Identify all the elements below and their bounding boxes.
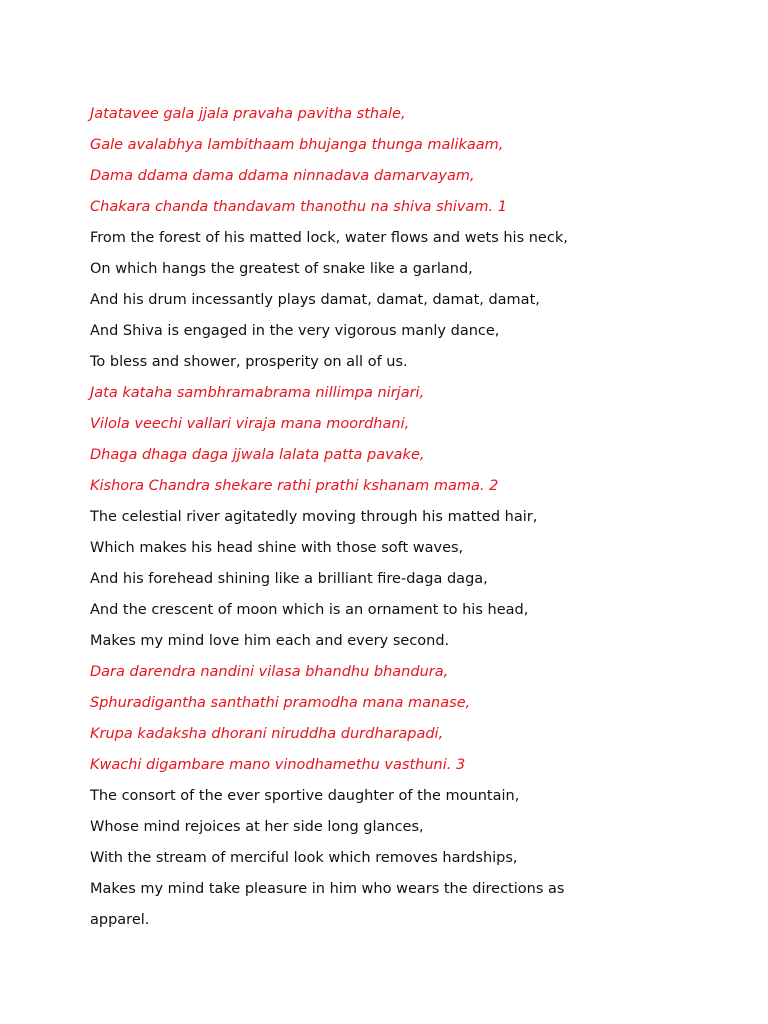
sanskrit-verse-line: Jata kataha sambhramabrama nillimpa nirjari,: [90, 385, 425, 401]
english-translation-line: Makes my mind take pleasure in him who wears the directions as: [90, 881, 565, 897]
english-translation-line: And his drum incessantly plays damat, damat, damat, damat,: [90, 292, 540, 308]
english-translation-line: And Shiva is engaged in the very vigorous manly dance,: [90, 323, 500, 339]
english-translation-line: From the forest of his matted lock, water flows and wets his neck,: [90, 230, 568, 246]
sanskrit-verse-line: Dama ddama dama ddama ninnadava damarvayam,: [90, 168, 475, 184]
english-translation-line: The celestial river agitatedly moving through his matted hair,: [90, 509, 538, 525]
sanskrit-verse-line: Jatatavee gala jjala pravaha pavitha sthale,: [90, 106, 406, 122]
sanskrit-verse-line: Gale avalabhya lambithaam bhujanga thunga malikaam,: [90, 137, 504, 153]
sanskrit-verse-line: Kishora Chandra shekare rathi prathi kshanam mama. 2: [90, 478, 499, 494]
sanskrit-verse-line: Krupa kadaksha dhorani niruddha durdharapadi,: [90, 726, 444, 742]
english-translation-line: On which hangs the greatest of snake like a garland,: [90, 261, 473, 277]
document-body: [90, 99, 750, 936]
english-translation-line: To bless and shower, prosperity on all of us.: [90, 354, 408, 370]
english-translation-line: And the crescent of moon which is an ornament to his head,: [90, 602, 529, 618]
sanskrit-verse-line: Dhaga dhaga daga jjwala lalata patta pavake,: [90, 447, 425, 463]
sanskrit-verse-line: Dara darendra nandini vilasa bhandhu bhandura,: [90, 664, 449, 680]
sanskrit-verse-line: Chakara chanda thandavam thanothu na shiva shivam. 1: [90, 199, 507, 215]
sanskrit-verse-line: Sphuradigantha santhathi pramodha mana manase,: [90, 695, 471, 711]
sanskrit-verse-line: Kwachi digambare mano vinodhamethu vasthuni. 3: [90, 757, 466, 773]
english-translation-line: And his forehead shining like a brilliant fire-daga daga,: [90, 571, 488, 587]
english-translation-line: Whose mind rejoices at her side long glances,: [90, 819, 424, 835]
english-translation-line: With the stream of merciful look which removes hardships,: [90, 850, 518, 866]
english-translation-line: Which makes his head shine with those soft waves,: [90, 540, 464, 556]
english-translation-line: apparel.: [90, 912, 150, 928]
english-translation-line: The consort of the ever sportive daughter of the mountain,: [90, 788, 520, 804]
sanskrit-verse-line: Vilola veechi vallari viraja mana moordhani,: [90, 416, 410, 432]
english-translation-line: Makes my mind love him each and every second.: [90, 633, 450, 649]
